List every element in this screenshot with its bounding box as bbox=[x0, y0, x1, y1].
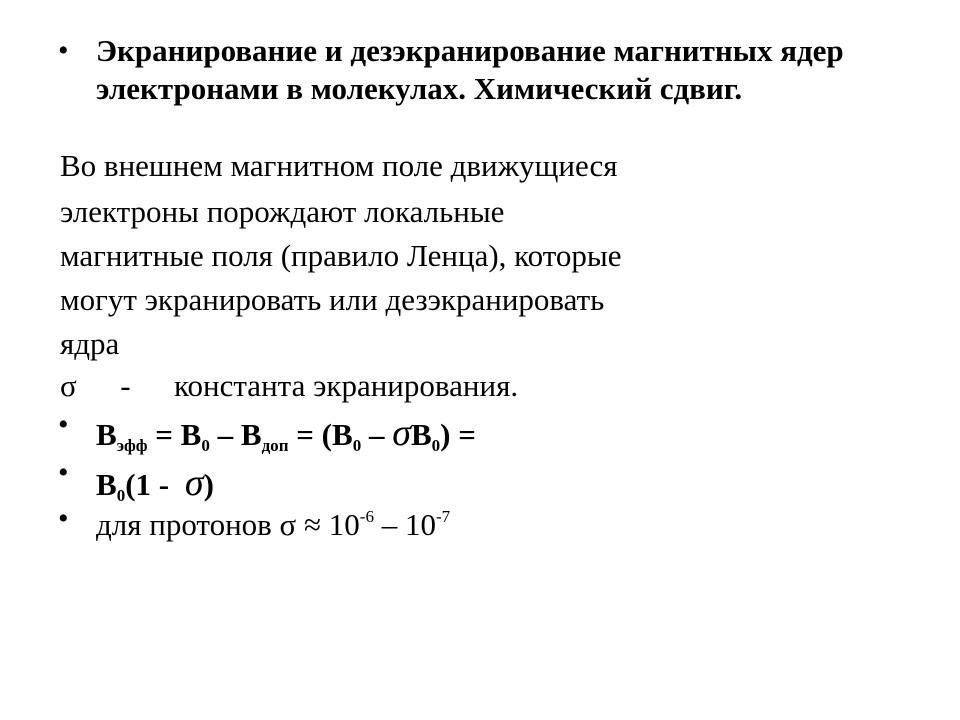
eq2-open: (1 - bbox=[125, 467, 177, 502]
eq2-sub0: 0 bbox=[116, 485, 126, 505]
eq1-sigma: σ bbox=[392, 412, 411, 454]
eq2-close: ) bbox=[203, 467, 214, 502]
eq3-exp1: -6 bbox=[359, 507, 374, 526]
sigma-definition-line bbox=[60, 370, 518, 401]
bullet-eq3: • bbox=[58, 502, 69, 535]
eq1-part4: – bbox=[361, 417, 393, 452]
equation-effective-field bbox=[96, 414, 476, 454]
sigma-symbol: σ bbox=[60, 368, 77, 403]
eq3-exp2: -7 bbox=[435, 507, 451, 526]
heading: Экранирование и дезэкранирование магнитных ядер электронами в молекулах. Химический сдвиг. bbox=[96, 33, 844, 106]
eq1-sub0c: 0 bbox=[431, 435, 441, 455]
eq3-mid: – 10 bbox=[373, 506, 436, 542]
paragraph-line-4: могут экранировать или дезэкранировать bbox=[60, 282, 605, 317]
eq1-sub-dop: доп bbox=[261, 435, 289, 455]
bullet-eq1: • bbox=[58, 408, 69, 441]
eq1-part1: = B bbox=[147, 417, 202, 452]
bullet-heading: • bbox=[58, 34, 69, 67]
sigma-dash: - bbox=[120, 368, 131, 403]
eq1-b: B bbox=[96, 417, 117, 452]
eq1-sub0b: 0 bbox=[352, 435, 362, 455]
eq1-part3: = (B bbox=[288, 417, 353, 452]
eq1-sub-eff: эфф bbox=[116, 435, 148, 455]
paragraph-line-1: Во внешнем магнитном поле движущиеся bbox=[60, 148, 618, 183]
eq2-sigma: σ bbox=[184, 462, 204, 504]
equation-simplified bbox=[96, 464, 214, 504]
paragraph-line-2: электроны порождают локальные bbox=[60, 194, 505, 229]
bullet-eq2: • bbox=[58, 456, 69, 489]
eq1-part5: ) = bbox=[440, 417, 476, 452]
eq1-sub0a: 0 bbox=[201, 435, 210, 455]
paragraph-line-5: ядра bbox=[60, 326, 120, 361]
paragraph-line-3: магнитные поля (правило Ленца), которые bbox=[60, 238, 622, 273]
eq1-part2: – B bbox=[209, 417, 262, 452]
eq2-b: B bbox=[96, 467, 117, 502]
eq1-b2: B bbox=[410, 417, 432, 452]
sigma-definition-text: константа экранирования. bbox=[174, 368, 519, 403]
proton-sigma-range bbox=[96, 508, 450, 540]
eq3-text: для протонов σ ≈ 10 bbox=[96, 506, 360, 542]
